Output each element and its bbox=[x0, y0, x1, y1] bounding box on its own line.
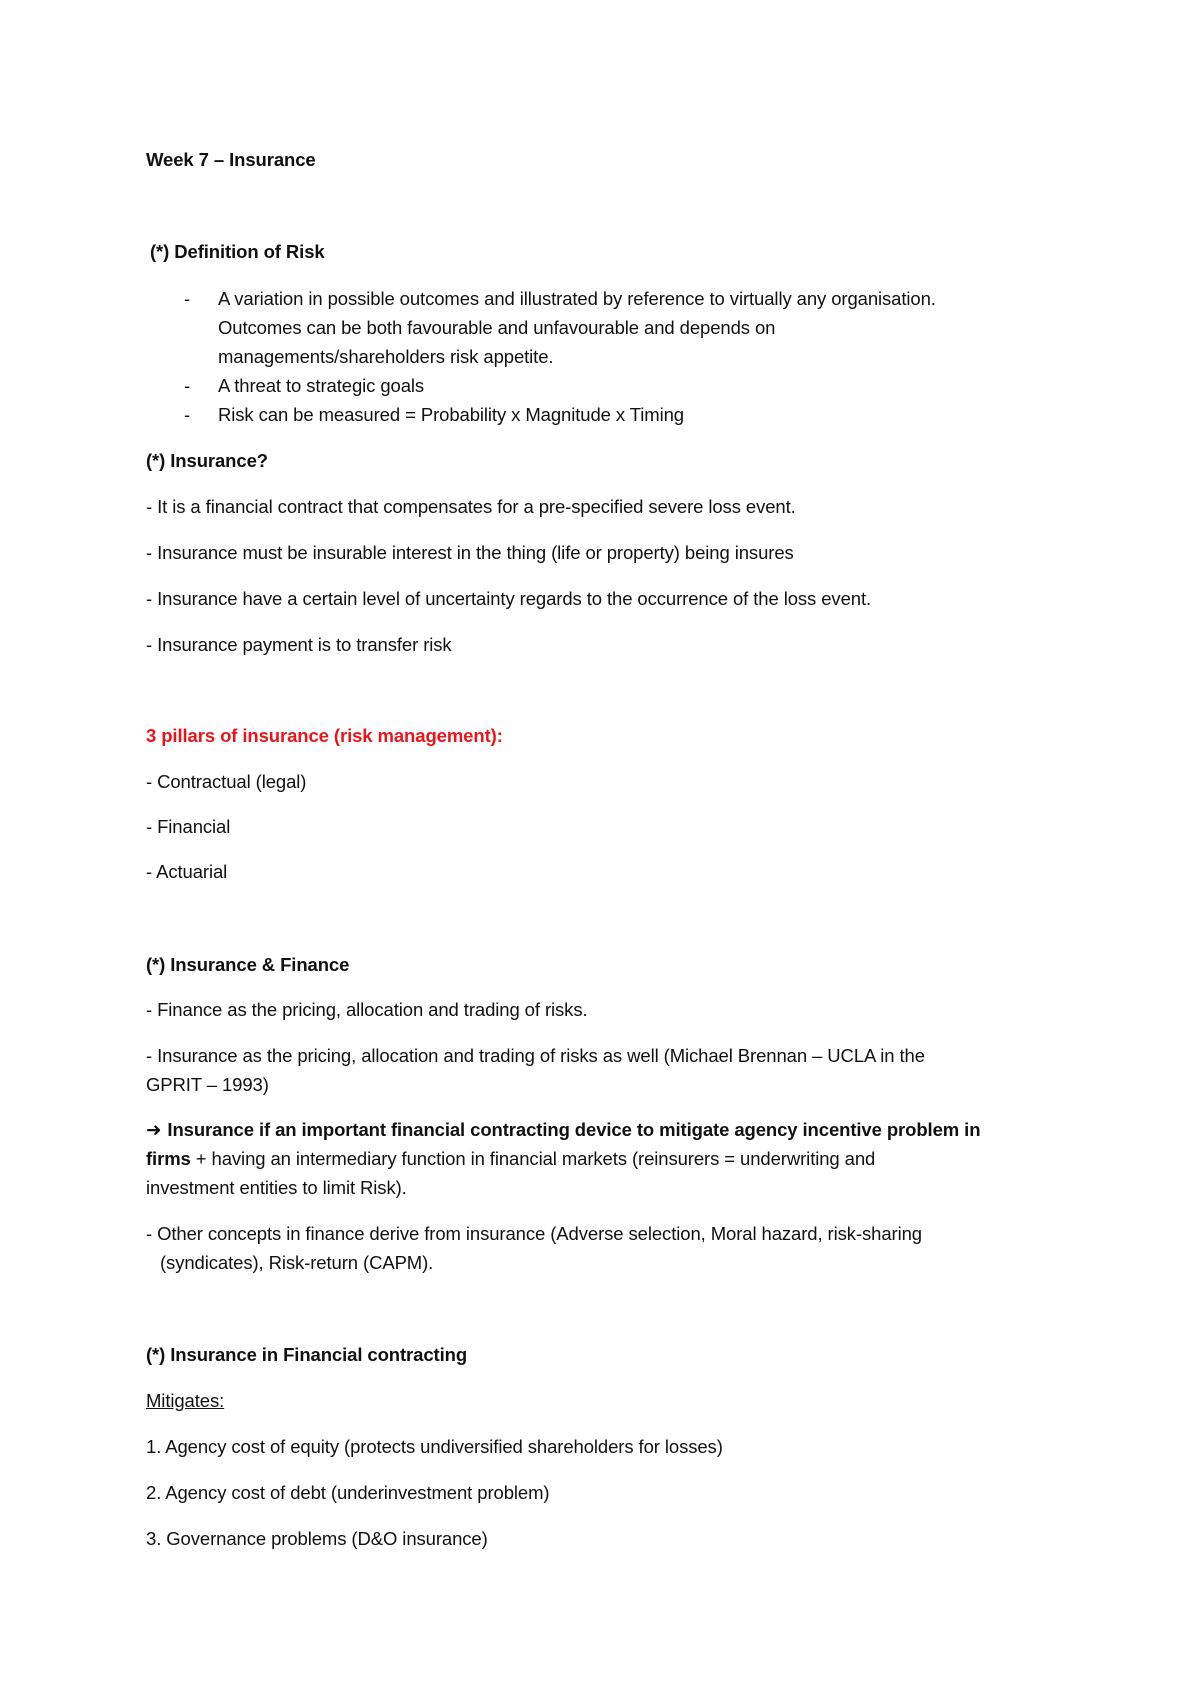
contracting-item-3: 3. Governance problems (D&O insurance) bbox=[146, 1528, 488, 1549]
pillar-item-1: - Contractual (legal) bbox=[146, 771, 307, 792]
finance-item-2-line-2: GPRIT – 1993) bbox=[146, 1074, 269, 1095]
risk-bullet-2: A threat to strategic goals bbox=[218, 375, 425, 396]
pillar-item-2: - Financial bbox=[146, 816, 231, 837]
bullet-dash: - bbox=[184, 375, 191, 396]
arrow-point-line-1 bbox=[146, 1118, 980, 1142]
section-heading-contracting: (*) Insurance in Financial contracting bbox=[146, 1344, 468, 1365]
risk-bullet-1-line-2: Outcomes can be both favourable and unfavourable and depends on bbox=[218, 317, 776, 338]
insurance-item-2: - Insurance must be insurable interest in the thing (life or property) being insures bbox=[146, 542, 794, 563]
contracting-item-1: 1. Agency cost of equity (protects undiversified shareholders for losses) bbox=[146, 1436, 723, 1457]
arrow-point-rest: + having an intermediary function in financial markets (reinsurers = underwriting and bbox=[190, 1148, 876, 1169]
right-arrow-icon: ➜ bbox=[146, 1119, 162, 1140]
pillar-item-3: - Actuarial bbox=[146, 861, 228, 882]
bullet-dash: - bbox=[184, 288, 191, 309]
page-title: Week 7 – Insurance bbox=[146, 149, 316, 170]
other-concepts-line-2: (syndicates), Risk-return (CAPM). bbox=[160, 1252, 434, 1273]
other-concepts-line-1: - Other concepts in finance derive from insurance (Adverse selection, Moral hazard, risk-sharing bbox=[146, 1223, 922, 1244]
section-heading-insurance: (*) Insurance? bbox=[146, 450, 268, 471]
insurance-item-3: - Insurance have a certain level of uncertainty regards to the occurrence of the loss event. bbox=[146, 588, 872, 609]
section-heading-finance: (*) Insurance & Finance bbox=[146, 954, 350, 975]
risk-bullet-1-line-3: managements/shareholders risk appetite. bbox=[218, 346, 554, 367]
insurance-item-4: - Insurance payment is to transfer risk bbox=[146, 634, 452, 655]
pillars-heading: 3 pillars of insurance (risk management): bbox=[146, 725, 503, 746]
arrow-point-firms: firms bbox=[146, 1148, 191, 1169]
finance-item-2-line-1: - Insurance as the pricing, allocation and trading of risks as well (Michael Brennan – UCLA in the bbox=[146, 1045, 925, 1066]
insurance-item-1: - It is a financial contract that compensates for a pre-specified severe loss event. bbox=[146, 496, 796, 517]
arrow-point-line-3: investment entities to limit Risk). bbox=[146, 1177, 407, 1198]
arrow-point-line-2 bbox=[146, 1147, 875, 1171]
risk-bullet-3: Risk can be measured = Probability x Magnitude x Timing bbox=[218, 404, 684, 425]
risk-bullet-1-line-1: A variation in possible outcomes and illustrated by reference to virtually any organisation. bbox=[218, 288, 936, 309]
bullet-dash: - bbox=[184, 404, 191, 425]
section-heading-risk: (*) Definition of Risk bbox=[150, 241, 325, 262]
mitigates-label: Mitigates: bbox=[146, 1390, 225, 1411]
contracting-item-2: 2. Agency cost of debt (underinvestment problem) bbox=[146, 1482, 550, 1503]
finance-item-1: - Finance as the pricing, allocation and trading of risks. bbox=[146, 999, 588, 1020]
arrow-point-bold-text: Insurance if an important financial contracting device to mitigate agency incentive problem in bbox=[167, 1119, 981, 1140]
